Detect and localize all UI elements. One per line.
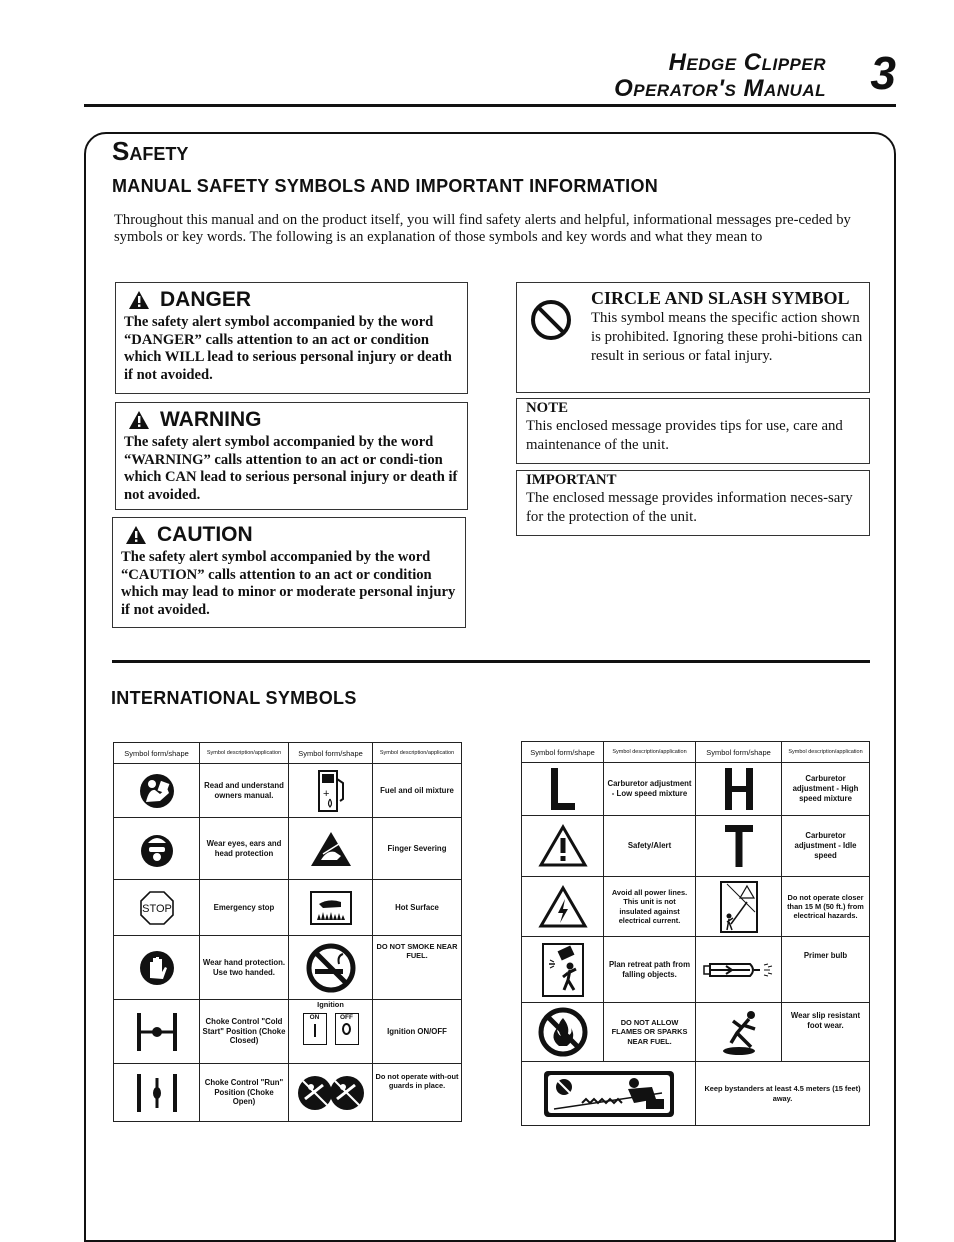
col-form-header: Symbol form/shape: [522, 742, 604, 763]
symbol-desc: Do not operate with-out guards in place.: [373, 1064, 462, 1122]
read-manual-icon: [139, 771, 175, 811]
symbol-desc: Plan retreat path from falling objects.: [604, 937, 696, 1003]
table-row: [522, 1062, 870, 1126]
caution-text: The safety alert symbol accompanied by the word “CAUTION” calls attention to an act or condition which may lead to minor or moderate personal injury if not avoided.: [121, 549, 456, 618]
table-row: [522, 937, 870, 1003]
col-desc-header: Symbol description/application: [373, 743, 462, 764]
stop-text: STOP: [141, 902, 172, 915]
off-label: OFF: [340, 1014, 353, 1022]
warning-text: The safety alert symbol accompanied by the word “WARNING” calls attention to an act or condi-tion which CAN lead to serious personal injury or death if not avoided.: [124, 434, 458, 503]
col-desc-header: Symbol description/application: [782, 742, 870, 763]
note-label: NOTE: [526, 400, 568, 416]
danger-text: The safety alert symbol accompanied by the word “DANGER” calls attention to an act or condition which WILL lead to serious personal injury or death if not avoided.: [124, 314, 452, 383]
symbol-desc: Read and understand owners manual.: [200, 764, 289, 818]
table-row: [114, 1064, 462, 1122]
symbol-desc: Safety/Alert: [604, 816, 696, 877]
warning-box: [115, 402, 468, 510]
symbol-desc: Do not operate closer than 15 M (50 ft.) from electrical hazards.: [782, 877, 870, 937]
col-form-header: Symbol form/shape: [289, 743, 373, 764]
fuel-pump-icon: [314, 769, 348, 813]
no-guard-operation-icon: [295, 1071, 367, 1115]
keep-bystanders-away-icon: [542, 1069, 676, 1119]
symbol-desc: Carburetor adjustment - Idle speed: [782, 816, 870, 877]
table-row: [114, 818, 462, 880]
symbol-desc: DO NOT ALLOW FLAMES OR SPARKS NEAR FUEL.: [604, 1003, 696, 1062]
header-divider: [84, 104, 896, 107]
manual-title: [614, 50, 826, 102]
letter-t-icon: [722, 823, 756, 869]
col-desc-header: Symbol description/application: [604, 742, 696, 763]
symbol-desc: Primer bulb: [782, 937, 870, 1003]
symbol-desc: Keep bystanders at least 4.5 meters (15 feet) away.: [696, 1062, 870, 1126]
hot-surface-icon: [309, 890, 353, 926]
prohibited-icon: [530, 299, 572, 341]
ignition-off-switch: [335, 1013, 359, 1045]
section-title: Safety: [112, 136, 189, 166]
title-line-1: Hedge Clipper: [668, 49, 826, 76]
title-line-2: Operator's Manual: [614, 75, 826, 102]
symbol-desc: Finger Severing: [373, 818, 462, 880]
ignition-on-switch: [303, 1013, 327, 1045]
symbol-desc: Wear eyes, ears and head protection: [200, 818, 289, 880]
symbol-desc: Wear slip resistant foot wear.: [782, 1003, 870, 1062]
power-line-distance-icon: [719, 880, 759, 934]
on-label: ON: [309, 1014, 320, 1022]
col-form-header: Symbol form/shape: [696, 742, 782, 763]
important-label: IMPORTANT: [526, 472, 617, 488]
electrical-hazard-icon: [538, 885, 588, 929]
safety-alert-icon: [125, 525, 147, 545]
symbol-desc: Hot Surface: [373, 880, 462, 936]
symbol-desc: Carburetor adjustment - Low speed mixture: [604, 763, 696, 816]
circle-slash-box: [516, 282, 870, 393]
table-row: [114, 936, 462, 1000]
ignition-cell: [289, 1000, 373, 1064]
symbol-desc: Wear hand protection. Use two handed.: [200, 936, 289, 1000]
symbol-desc: Choke Control "Run" Position (Choke Open): [200, 1064, 289, 1122]
symbol-desc: Ignition ON/OFF: [373, 1000, 462, 1064]
note-box: [516, 398, 870, 464]
safety-alert-icon: [128, 290, 150, 310]
circle-slash-text: This symbol means the specific action shown is prohibited. Ignoring these prohi-bitions can result in serious or fatal injury.: [591, 310, 863, 364]
hand-protection-icon: [139, 948, 175, 988]
ignition-label: Ignition: [317, 1000, 344, 1009]
table-row: [522, 1003, 870, 1062]
primer-bulb-icon: [702, 960, 776, 980]
choke-open-icon: [132, 1070, 182, 1116]
letter-h-icon: [721, 766, 757, 812]
symbols-table-right: [521, 741, 870, 1126]
warning-label: WARNING: [160, 408, 262, 431]
caution-label: CAUTION: [157, 523, 253, 546]
table-row: [522, 763, 870, 816]
table-row: [522, 816, 870, 877]
table-row: [114, 880, 462, 936]
caution-box: [112, 517, 466, 628]
finger-severing-icon: [309, 830, 353, 868]
falling-objects-icon: [541, 942, 585, 998]
letter-l-icon: [545, 766, 581, 812]
symbols-table-left: [113, 742, 462, 1122]
page-number: 3: [870, 47, 896, 99]
symbol-desc: DO NOT SMOKE NEAR FUEL.: [373, 936, 462, 1000]
important-text: The enclosed message provides information neces-sary for the protection of the unit.: [526, 490, 853, 525]
eye-ear-head-protection-icon: [139, 829, 175, 869]
no-flames-icon: [537, 1006, 589, 1058]
slip-hazard-icon: [717, 1007, 761, 1057]
safety-alert-icon: [538, 824, 588, 868]
stop-sign-icon: [139, 890, 175, 926]
section-subtitle: MANUAL SAFETY SYMBOLS AND IMPORTANT INFORMATION: [112, 176, 659, 196]
table-row: [114, 1000, 462, 1064]
table-row: [522, 877, 870, 937]
choke-closed-icon: [132, 1009, 182, 1055]
symbol-desc: Choke Control "Cold Start" Position (Choke Closed): [200, 1000, 289, 1064]
no-smoking-icon: [305, 942, 357, 994]
intro-paragraph: Throughout this manual and on the product itself, you will find safety alerts and helpful, informational messages pre-ceded by symbols or key words. The following is an explanation of those symbols and key words and what they mean to: [114, 212, 851, 245]
table-row: [114, 764, 462, 818]
symbol-desc: Emergency stop: [200, 880, 289, 936]
col-form-header: Symbol form/shape: [114, 743, 200, 764]
danger-box: [115, 282, 468, 394]
section-divider: [112, 660, 870, 663]
symbol-desc: Avoid all power lines. This unit is not insulated against electrical current.: [604, 877, 696, 937]
danger-label: DANGER: [160, 288, 252, 311]
circle-slash-label: CIRCLE AND SLASH SYMBOL: [591, 288, 850, 308]
svg-text:+: +: [322, 787, 329, 800]
important-box: [516, 470, 870, 536]
symbol-desc: Carburetor adjustment - High speed mixture: [782, 763, 870, 816]
note-text: This enclosed message provides tips for use, care and maintenance of the unit.: [526, 418, 843, 453]
symbol-desc: Fuel and oil mixture: [373, 764, 462, 818]
table-header-row: [522, 742, 870, 763]
international-symbols-title: INTERNATIONAL SYMBOLS: [111, 688, 357, 708]
table-header-row: [114, 743, 462, 764]
col-desc-header: Symbol description/application: [200, 743, 289, 764]
safety-alert-icon: [128, 410, 150, 430]
